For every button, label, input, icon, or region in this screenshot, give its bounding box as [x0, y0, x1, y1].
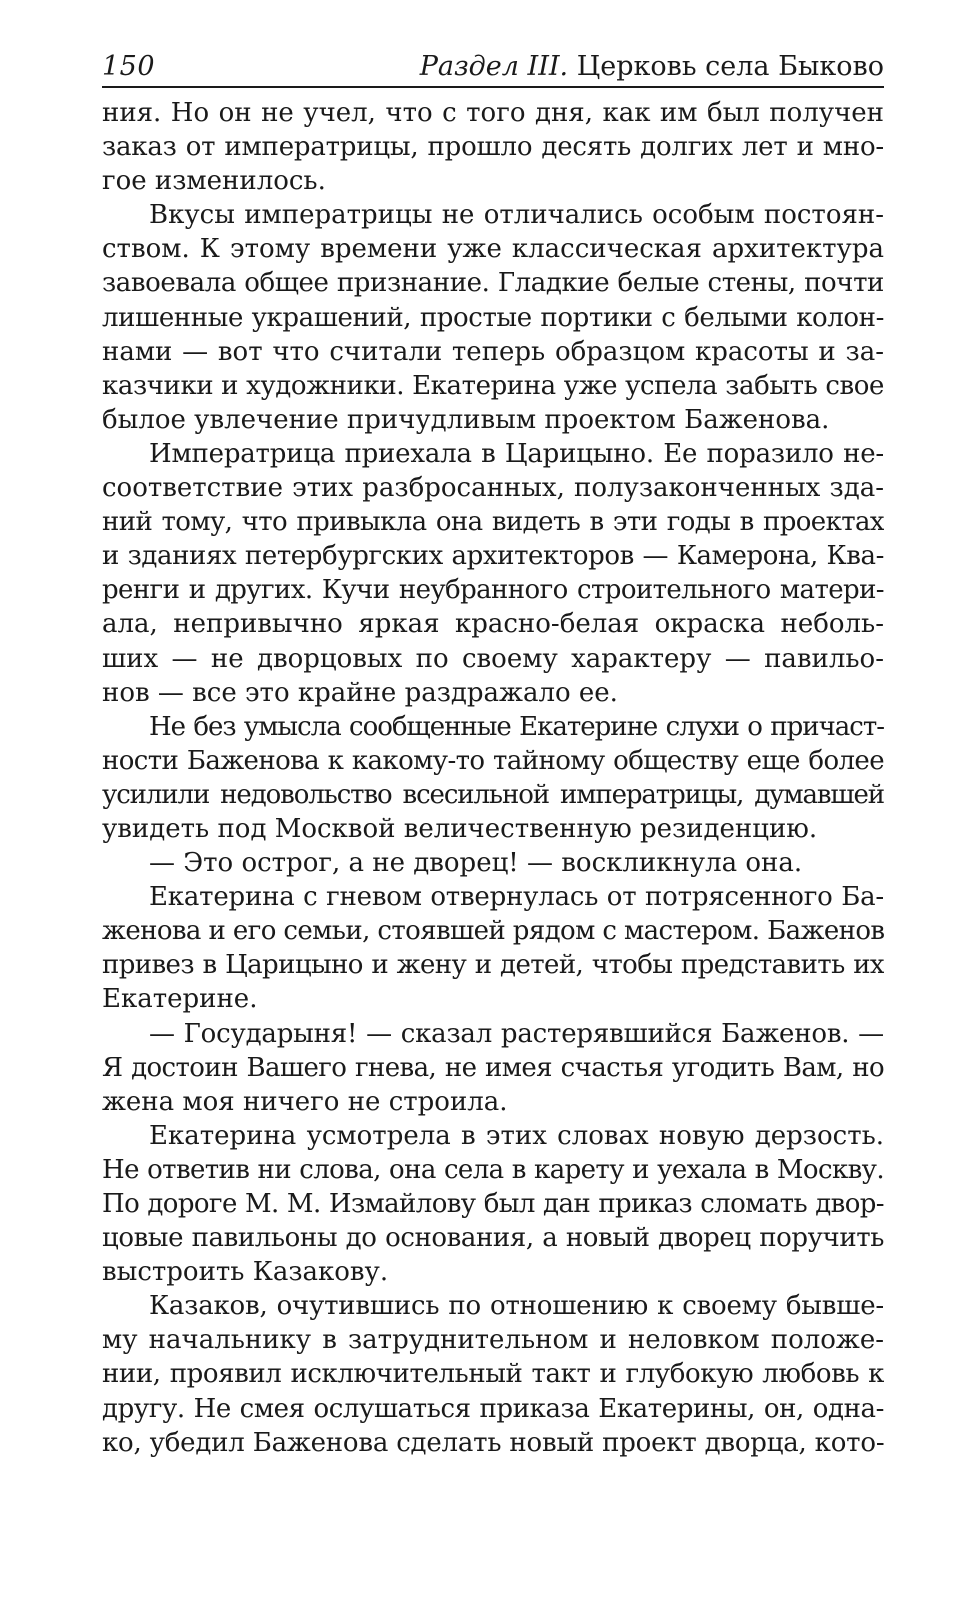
text-line: жена моя ничего не строила.: [102, 1086, 508, 1117]
text-line: выстроить Казакову.: [102, 1257, 389, 1288]
text-line: Я достоин Вашего гнева, не имея счастья угодить Вам, но: [102, 1052, 884, 1083]
paragraph: [102, 1119, 884, 1289]
body-text: [102, 96, 884, 1460]
text-line: усилили недовольство всесильной императрицы, думавшей: [102, 779, 884, 810]
text-line: По дороге М. М. Измайлову был дан приказ сломать двор-: [102, 1189, 884, 1219]
text-line: былое увлечение причудливым проектом Баженова.: [102, 404, 830, 435]
text-line: ний тому, что привыкла она видеть в эти годы в проектах: [102, 507, 884, 538]
text-line: другу. Не смея ослушаться приказа Екатерины, он, одна-: [102, 1393, 884, 1424]
text-line: нами — вот что считали теперь образцом красоты и за-: [102, 336, 884, 367]
section-title: Церковь села Быково: [576, 51, 884, 82]
paragraph: [102, 880, 884, 1016]
paragraph: [102, 1289, 884, 1459]
text-line: Екатерине.: [102, 984, 258, 1015]
text-line: и зданиях петербургских архитекторов — Камерона, Ква-: [102, 541, 884, 572]
text-line: нов — все это крайне раздражало ее.: [102, 677, 618, 708]
paragraph: [102, 846, 884, 880]
text-line: казчики и художники. Екатерина уже успела забыть свое: [102, 370, 884, 401]
text-line: ших — не дворцовых по своему характеру — павильо-: [102, 643, 884, 674]
text-line: Не без умысла сообщенные Екатерине слухи о причаст-: [149, 711, 884, 742]
text-line: Вкусы императрицы не отличались особым постоян-: [149, 200, 884, 231]
paragraph: [102, 710, 884, 846]
text-line: му начальнику в затруднительном и неловком положе-: [102, 1325, 884, 1356]
section-label: Раздел III.: [419, 51, 569, 82]
page-number: 150: [102, 51, 156, 82]
text-line: привез в Царицыно и жену и детей, чтобы представить их: [102, 950, 884, 981]
text-line: — Государыня! — сказал растерявшийся Баженов. —: [149, 1018, 884, 1049]
text-line: заказ от императрицы, прошло десять долгих лет и мно-: [102, 132, 884, 163]
paragraph: [102, 96, 884, 198]
text-line: женова и его семьи, стоявшей рядом с мастером. Баженов: [102, 916, 884, 947]
running-header: [102, 50, 884, 88]
text-line: соответствие этих разбросанных, полузаконченных зда-: [102, 473, 884, 504]
text-line: ния. Но он не учел, что с того дня, как им был получен: [102, 98, 884, 128]
book-page: [102, 50, 884, 1460]
paragraph: [102, 1017, 884, 1119]
text-line: ством. К этому времени уже классическая архитектура: [102, 234, 884, 265]
text-line: ренги и других. Кучи неубранного строительного матери-: [102, 575, 884, 606]
text-line: — Это острог, а не дворец! — воскликнула она.: [149, 848, 803, 879]
text-line: увидеть под Москвой величественную резиденцию.: [102, 813, 818, 844]
text-line: Екатерина с гневом отвернулась от потрясенного Ба-: [149, 882, 884, 913]
section-heading: [420, 50, 884, 84]
text-line: Не ответив ни слова, она села в карету и уехала в Москву.: [102, 1154, 884, 1185]
text-line: лишенные украшений, простые портики с белыми колон-: [102, 302, 884, 333]
text-line: гое изменилось.: [102, 166, 326, 197]
text-line: Императрица приехала в Царицыно. Ее поразило не-: [149, 438, 884, 469]
text-line: ко, убедил Баженова сделать новый проект дворца, кото-: [102, 1427, 884, 1458]
paragraph: [102, 437, 884, 710]
text-line: Екатерина усмотрела в этих словах новую дерзость.: [149, 1120, 884, 1151]
text-line: цовые павильоны до основания, а новый дворец поручить: [102, 1223, 884, 1254]
text-line: завоевала общее признание. Гладкие белые стены, почти: [102, 268, 884, 299]
text-line: Казаков, очутившись по отношению к своему бывше-: [149, 1291, 884, 1322]
text-line: нии, проявил исключительный такт и глубокую любовь к: [102, 1359, 884, 1390]
paragraph: [102, 198, 884, 437]
text-line: ности Баженова к какому-то тайному обществу еще более: [102, 745, 884, 776]
text-line: ала, непривычно яркая красно-белая окраска неболь-: [102, 609, 884, 640]
